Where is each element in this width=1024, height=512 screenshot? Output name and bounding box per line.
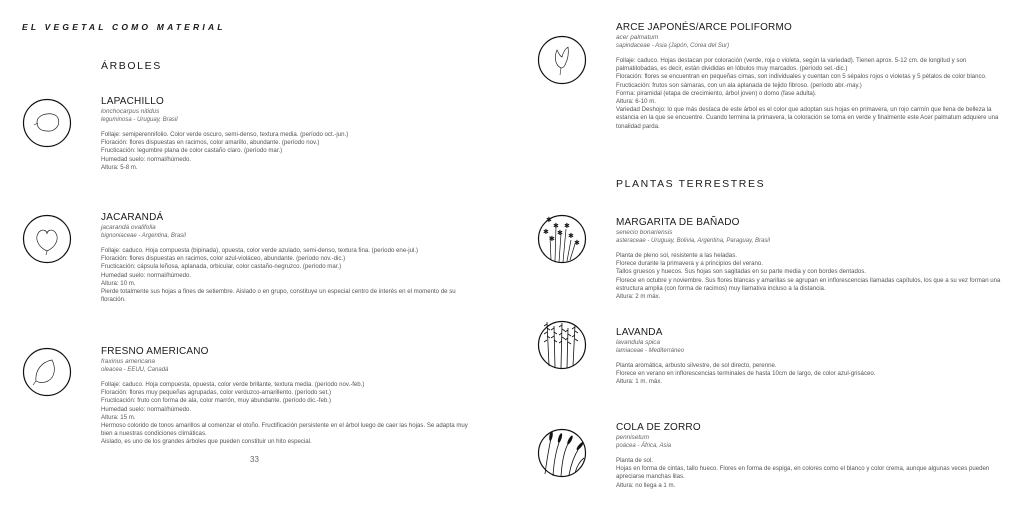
scientific-name: fraxinus americana	[101, 358, 155, 365]
description	[101, 247, 476, 304]
entry-lapachillo	[101, 96, 476, 172]
entry-cola-de-zorro	[616, 422, 1001, 490]
description-line: Aislado, es uno de los grandes árboles que pueden constituir un hito especial.	[101, 438, 312, 446]
description	[616, 457, 1001, 490]
svg-text:✱: ✱	[546, 216, 552, 224]
description-line: Florece durante la primavera y a principios del verano.	[616, 260, 763, 268]
family-origin: asteraceae - Uruguay, Bolivia, Argentina, Paraguay, Brasil	[616, 238, 770, 244]
description-line: Altura: 5-8 m.	[101, 163, 138, 171]
right-page	[512, 0, 1024, 512]
description-line: Floración: flores muy pequeñas agrupadas, color verduzco-amarillento. (período set.)	[101, 389, 331, 397]
svg-text:✱: ✱	[574, 239, 580, 247]
entry-lavanda	[616, 327, 1001, 387]
description-line: Humedad suelo: normal/húmedo.	[101, 155, 192, 163]
description-line: Fructicación: cápsula leñosa, aplanada, orbicular, color castaño-negruzco. (período mar.)	[101, 263, 342, 271]
svg-text:✱: ✱	[557, 229, 563, 237]
plant-name: LAPACHILLO	[101, 96, 164, 107]
description	[616, 57, 1001, 131]
svg-text:✱: ✱	[568, 232, 574, 240]
rounded-leaf-circle-icon	[22, 98, 72, 148]
description-line: Altura: 1 m. máx.	[616, 378, 663, 386]
description-line: Follaje: caduco. Hoja compuesta (bipinada), opuesta, color verde azulado, semi-denso, textura fina. (período ene-jul.)	[101, 247, 419, 254]
description-line: Humedad suelo: normal/húmedo.	[101, 405, 192, 413]
plant-name: JACARANDÁ	[101, 212, 164, 223]
lavender-plant-icon	[537, 320, 587, 370]
svg-text:✱: ✱	[543, 228, 549, 236]
description-line: Variedad Deshojo: lo que más destaca de este árbol es el color que adoptan sus hojas en primavera, un rojo carmín que llena de belleza la estancia en la que se encuentre. Cuando termina la primavera, la coloración se torna en verde y finalmente este Acer palmatum adquiere una tonalidad parda.	[616, 106, 999, 130]
description-line: Florece en verano en inflorescencias terminales de hasta 10cm de largo, de color azul-grisáceo.	[616, 370, 876, 378]
description-line: Floración: flores dispuestas en racimos, color amarillo, abundante. (período nov.)	[101, 139, 320, 147]
entry-margarita-de-banado	[616, 217, 1001, 301]
description-line: Forma: piramidal (etapa de crecimiento, árbol joven) o domo (fase adulta).	[616, 89, 817, 97]
plant-name: MARGARITA DE BAÑADO	[616, 217, 740, 228]
description-line: Planta de pleno sol, resistente a las heladas.	[616, 252, 737, 259]
description-line: Planta aromática, arbusto silvestre, de sol directo, perenne.	[616, 362, 777, 369]
description-line: Altura: 10 m.	[101, 279, 136, 287]
family-origin: poácea - África, Asia	[616, 443, 672, 449]
description-line: Florece en octubre y noviembre. Sus flores blancas y amarillas se agrupan en inflorescencias llamadas capítulos, los que a su vez forman una estructura amplia (con forma de racimos) muy llamativa incluso a la distancia.	[616, 276, 1001, 292]
family-origin: lamiaceae - Mediterráneo	[616, 348, 685, 354]
family-origin: sapindaceae - Asia (Japón, Corea del Sur)	[616, 43, 730, 49]
plant-name: LAVANDA	[616, 327, 663, 338]
entry-arce-japones	[616, 22, 1001, 131]
scientific-name: lavandula spica	[616, 339, 661, 346]
family-origin: oleacea - EEUU, Canadá	[101, 367, 169, 373]
description-line: Follaje: semiperennifolio. Color verde oscuro, semi-denso, textura media. (período oct.-jun.)	[101, 131, 349, 138]
description	[101, 381, 476, 447]
description-line: Altura: 15 m.	[101, 413, 136, 421]
description	[101, 131, 476, 172]
heart-leaf-circle-icon	[22, 214, 72, 264]
description-line: Humedad suelo: normal/húmedo.	[101, 271, 192, 279]
palmate-leaf-circle-icon	[537, 35, 587, 85]
scientific-name: lonchocarpus nitidus	[101, 108, 160, 115]
description-line: Follaje: caduco. Hoja compuesta, opuesta, color verde brillante, textura media. (período nov.-feb.)	[101, 381, 365, 388]
description-line: Fructicación: fruto con forma de ala, color marrón, muy abundante. (período dic.-feb.)	[101, 397, 331, 405]
description-line: Floración: flores se encuentran en pequeñas cimas, son individuales y cuentan con 5 sépalos rojos o violetas y 5 pétalos de color blanco.	[616, 73, 987, 81]
scientific-name: pennisetum	[616, 434, 650, 441]
pointed-leaf-circle-icon	[22, 347, 72, 397]
heading-arboles: ÁRBOLES	[101, 60, 162, 72]
description-line: Altura: 2 m máx.	[616, 293, 661, 301]
description	[616, 362, 1001, 387]
description-line: Floración: flores dispuestas en racimos, color azul-violáceo, abundante. (período nov.-dic.)	[101, 255, 346, 263]
plant-name: COLA DE ZORRO	[616, 422, 701, 433]
family-origin: leguminosa - Uruguay, Brasil	[101, 117, 178, 123]
description	[616, 252, 1001, 301]
description-line: Hojas en forma de cintas, tallo hueco. Flores en forma de espiga, en colores como el blanco y color crema, aunque algunas veces pueden apreciarse manchas lilas.	[616, 465, 990, 481]
plant-name: ARCE JAPONÉS/ARCE POLIFORMO	[616, 22, 792, 33]
description-line: Altura: no llega a 1 m.	[616, 481, 676, 489]
daisy-marsh-plant-icon	[537, 214, 587, 264]
svg-text:✱: ✱	[553, 222, 559, 230]
svg-text:✱: ✱	[549, 235, 555, 243]
page-number: 33	[250, 455, 259, 464]
description-line: Follaje: caduco. Hojas destacan por coloración (verde, roja o violeta, según la variedad). Tienen aprox. 5-12 cm. de longitud y son palmatilobadas, es decir, están divididas en lóbulos muy marcados. (período set.-dic.)	[616, 57, 967, 73]
description-line: Fructicación: frutos son sámaras, con un ala aplanada de tejido fibroso. (período abr.-may.)	[616, 81, 862, 89]
description-line: Tallos gruesos y huecos. Sus hojas son sagitadas en su parte media y con bordes dentados.	[616, 268, 866, 276]
svg-text:✱: ✱	[564, 222, 570, 230]
entry-jacaranda	[101, 212, 476, 304]
description-line: Pierde totalmente sus hojas a fines de setiembre. Aislado o en grupo, constituye un especial centro de interés en el momento de su floración.	[101, 288, 456, 304]
family-origin: bignoniaceae - Argentina, Brasil	[101, 233, 186, 239]
scientific-name: senecio bonariensis	[616, 229, 673, 236]
description-line: Fructicación: legumbre plana de color castaño claro. (período mar.)	[101, 147, 283, 155]
heading-plantas-terrestres: PLANTAS TERRESTRES	[616, 178, 766, 190]
scientific-name: acer palmatum	[616, 34, 659, 41]
foxtail-grass-icon	[537, 428, 587, 478]
description-line: Altura: 6-10 m.	[616, 98, 656, 106]
plant-name: FRESNO AMERICANO	[101, 346, 209, 357]
entry-fresno-americano	[101, 346, 476, 447]
description-line: Hermoso colorido de tonos amarillos al comenzar el otoño. Fructificación persistente en el árbol luego de caer las hojas. Se adapta muy bien a nuestras condiciones climáticas.	[101, 422, 468, 438]
section-label: EL VEGETAL COMO MATERIAL	[22, 22, 226, 32]
description-line: Planta de sol.	[616, 457, 653, 464]
scientific-name: jacarandá ovalifolia	[101, 224, 156, 231]
